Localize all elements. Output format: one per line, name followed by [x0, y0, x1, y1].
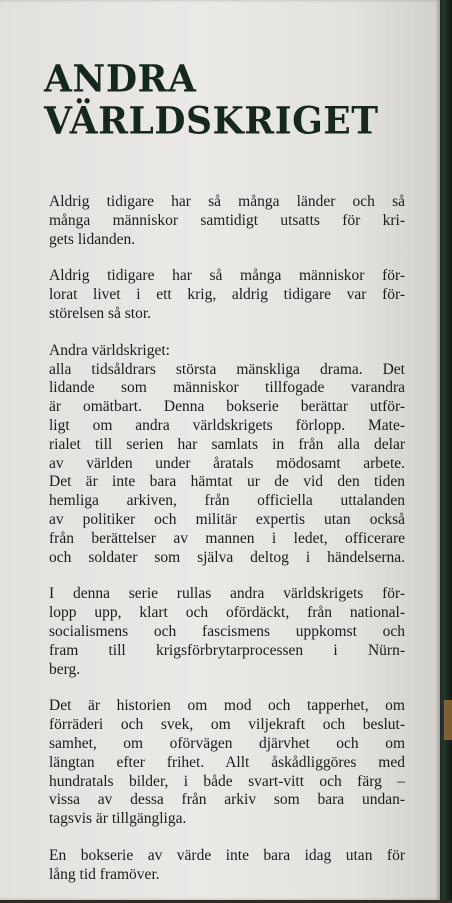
- text-line: ligt om andra världskrigets förlopp. Mate-: [49, 416, 405, 434]
- text-line: Andra världskriget:: [49, 341, 170, 359]
- text-line: längtan efter frihet. Allt åskådliggöres med: [49, 753, 405, 771]
- paragraph-4: [49, 585, 405, 679]
- paragraph-6: [49, 847, 405, 885]
- paragraph-5: [49, 697, 405, 829]
- text-line: förräderi och svek, om viljekraft och beslut-: [49, 716, 405, 734]
- text-line: Det är historien om mod och tapperhet, om: [49, 697, 405, 715]
- text-line: lidande som människor tillfogade varandra: [49, 379, 405, 397]
- text-line: störelsen så stor.: [49, 304, 152, 322]
- text-line: I denna serie rullas andra världskrigets för-: [49, 585, 405, 603]
- title-line-2: VÄRLDSKRIGET: [44, 98, 379, 144]
- paragraph-2: [49, 267, 405, 323]
- text-line: lorat livet i ett krig, aldrig tidigare var för-: [49, 286, 405, 304]
- text-line: tagsvis är tillgängliga.: [49, 810, 187, 828]
- book-title: [44, 58, 379, 142]
- text-line: är omätbart. Denna bokserie berättar utför-: [49, 398, 405, 416]
- text-line: alla tidsåldrars största mänskliga drama. Det: [49, 360, 405, 378]
- text-line: berg.: [49, 660, 81, 678]
- text-line: Det är inte bara hämtat ur de vid den tiden: [49, 473, 405, 491]
- paragraph-1: [49, 193, 405, 249]
- title-line-1: ANDRA: [44, 56, 197, 102]
- text-line: av politiker och militär expertis utan också: [49, 510, 405, 528]
- text-line: Aldrig tidigare har så många människor för-: [49, 267, 405, 285]
- text-line: rialet till serien har samlats in från alla delar: [49, 435, 405, 453]
- text-line: fram till krigsförbrytarprocessen i Nürn-: [49, 641, 405, 659]
- text-line: socialismens och fascismens uppkomst och: [49, 622, 405, 640]
- text-line: från berättelser av mannen i ledet, officerare: [49, 529, 405, 547]
- text-line: av världen under åratals mödosamt arbete.: [49, 454, 405, 472]
- text-line: hundratals bilder, i både svart-vitt och färg –: [49, 772, 405, 790]
- text-line: gets lidanden.: [49, 230, 136, 248]
- text-line: lopp upp, klart och ofördäckt, från national-: [49, 604, 405, 622]
- text-line: hemliga arkiven, från officiella uttalanden: [49, 492, 405, 510]
- bookshelf-edge: [438, 0, 452, 900]
- paragraph-3: [49, 342, 405, 568]
- text-line: Aldrig tidigare har så många länder och så: [49, 193, 405, 210]
- text-line: vissa av dessa från arkiv som bara undan-: [49, 791, 405, 809]
- text-line: lång tid framöver.: [49, 865, 160, 883]
- text-line: och soldater som själva deltog i händelserna.: [49, 548, 405, 566]
- text-line: samhet, om oförvägen djärvhet och om: [49, 734, 405, 752]
- blurb-text: [49, 193, 405, 903]
- text-line: många människor samtidigt utsatts för kri-: [49, 211, 405, 229]
- text-line: En bokserie av värde inte bara idag utan för: [49, 846, 405, 864]
